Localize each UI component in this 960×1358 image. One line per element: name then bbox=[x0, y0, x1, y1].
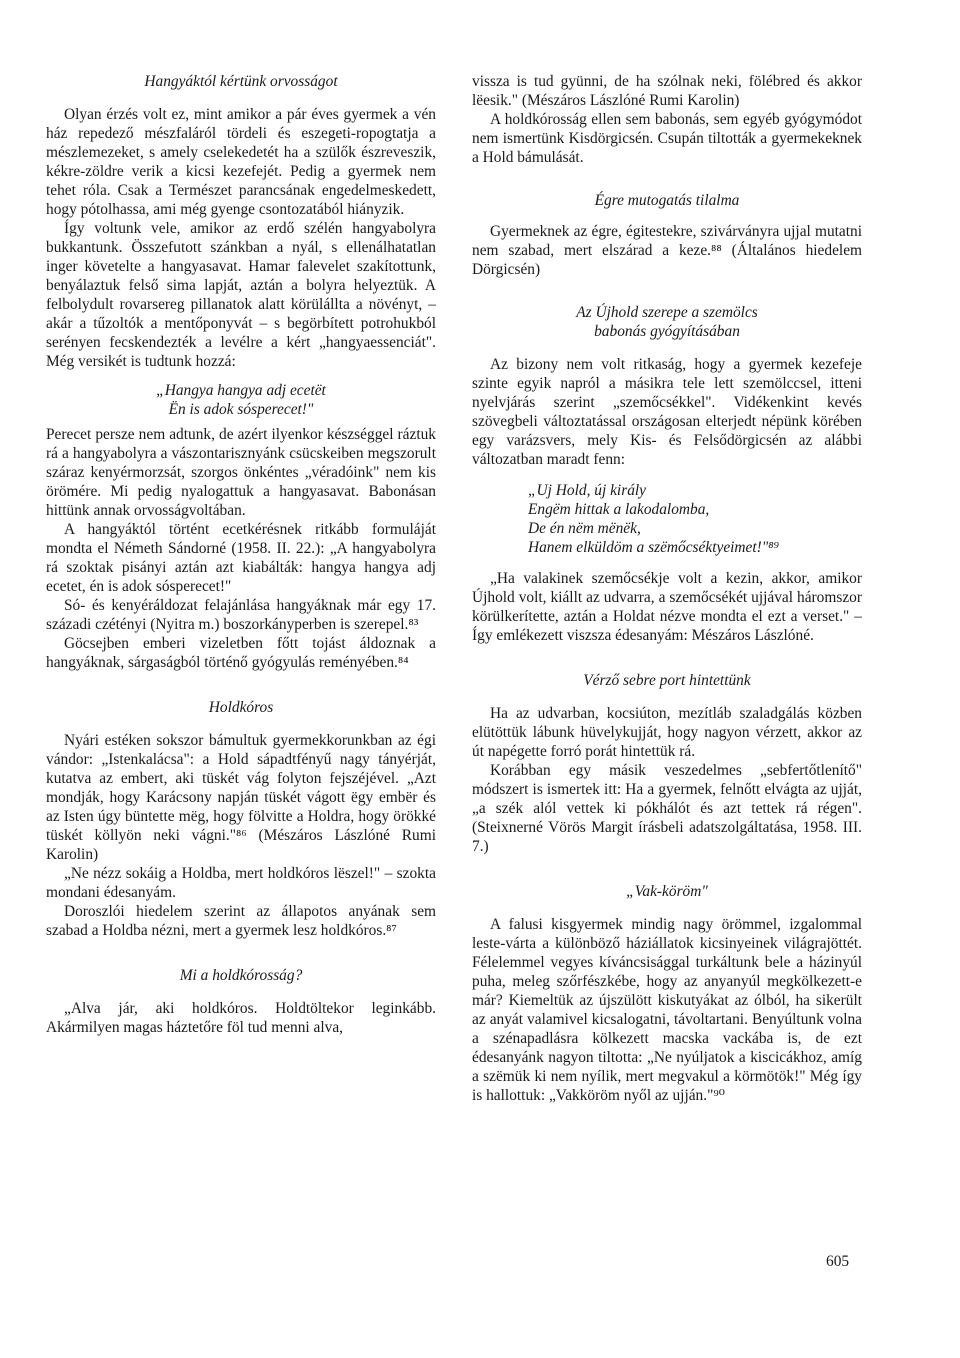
section-heading-ants: Hangyáktól kértünk orvosságot bbox=[144, 73, 338, 90]
poem-line: Hanem elküldöm a szëmőcséktyeimet!"⁸⁹ bbox=[528, 539, 779, 556]
section-heading-new-moon: Az Újhold szerepe a szemölcs bbox=[576, 304, 758, 321]
section-heading-moonstruck: Holdkóros bbox=[208, 699, 274, 716]
paragraph: Nyári estéken sokszor bámultuk gyermekkorunkban az égi vándor: „Istenkalácsa": a Hold sápadtfényű nagy tányérját, kutatva az embert, aki tüskét vág folyton fejszéjével. „Azt mondják, hogy Karácsony napján tüskét vágott ëgy embër és az Isten úgy büntette mëg, hogy fölvitte a Holdra, hogy örökké tüskét köllyön neki vágni."⁸⁶ (Mészáros Lászlóné Rumi Karolin) bbox=[46, 732, 436, 863]
paragraph: Ha az udvarban, kocsiúton, mezítláb szaladgálás közben elütöttük lábunk hüvelykujját, hogy nagyon vérzett, akkor az út napégette forró porát hintettük rá. bbox=[472, 705, 862, 760]
paragraph: „Alva jár, aki holdkóros. Holdtöltekor leginkább. Akármilyen magas háztetőre föl tud menni alva, bbox=[46, 1000, 436, 1036]
poem-line: De én nëm mënëk, bbox=[528, 520, 641, 537]
poem-ants bbox=[46, 381, 436, 419]
paragraph: Korábban egy másik veszedelmes „sebfertőtlenítő" módszert is ismertek itt: Ha a gyermek, felnőtt elvágta az ujját, „a szék alól vettek ki pókhálót és azt tettek rá régen". (Steixnerné Vörös Margit írásbeli adatszolgáltatása, 1958. III. 7.) bbox=[472, 762, 862, 855]
section-heading-what-is-sleepwalking: Mi a holdkórosság? bbox=[179, 967, 303, 984]
paragraph: A hangyáktól történt ecetkérésnek ritkább formuláját mondta el Németh Sándorné (1958. II. 22.): „A hangyabolyra rá szoktak pisányi aztán azt kiabálták: hangya hangya adj ecetet, én is adok sósperecet!" bbox=[46, 521, 436, 595]
poem-line: „Hangya hangya adj ecetët bbox=[156, 382, 326, 399]
section-heading-bleeding-wound: Vérző sebre port hintettünk bbox=[583, 672, 751, 689]
poem-line: Engëm hittak a lakodalomba, bbox=[528, 501, 710, 518]
paragraph: Gyermeknek az égre, égitestekre, szivárványra ujjal mutatni nem szabad, mert elszárad a keze.⁸⁸ (Általános hiedelem Dörgicsén) bbox=[472, 223, 862, 278]
paragraph: A holdkórosság ellen sem babonás, sem egyéb gyógymódot nem ismertünk Kisdörgicsén. Csupán tiltották a gyermekeknek a Hold bámulását. bbox=[472, 111, 862, 166]
right-column bbox=[472, 72, 862, 1105]
paragraph: Így voltunk vele, amikor az erdő szélén hangyabolyra bukkantunk. Összefutott szánkban a nyál, s ellenálhatatlan inger követelte a hangyasavat. Hamar falevelet szakítottunk, benyálaztuk felső sima lapját, aztán a bolyra helyeztük. A felbolydult rovarsereg pillanatok alatt körülállta a növényt, – akár a tűzoltók a mentőponyvát – s begörbített potrohukból serényen fecskendezték a levélre a kért „hangyaessenciát". Még versikét is tudtunk hozzá: bbox=[46, 220, 436, 370]
paragraph: Göcsejben emberi vizeletben főtt tojást áldoznak a hangyáknak, sárgaságból történő gyógyulás reményében.⁸⁴ bbox=[46, 635, 436, 671]
paragraph: Az bizony nem volt ritkaság, hogy a gyermek kezefeje szinte egyik napról a másikra tele lett szemölccsel, itteni nyelvjárás szerint „szemőcsékkel". Vidékenkint kevés szövegbeli változtatással országosan elterjedt népünk körében egy varázsvers, mely Kis- és Felsődörgicsén az alábbi változatban maradt fenn: bbox=[472, 356, 862, 468]
section-heading-blind-nail: „Vak-köröm" bbox=[626, 883, 708, 900]
paragraph: Olyan érzés volt ez, mint amikor a pár éves gyermek a vén ház repedező mészfaláról tördeli és eszegeti-ropogtatja a mészlemezeket, s amely cselekedetét ha a szülők észreveszik, kékre-zöldre verik a kicsi kezefejét. Pedig a gyermek nem tehet róla. Csak a Természet parancsának engedelmeskedett, hogy pótolhassa, ami még gyenge csontozatából hiányzik. bbox=[46, 106, 436, 218]
paragraph: „Ha valakinek szemőcsékje volt a kezin, akkor, amikor Újhold volt, kiállt az udvarra, a szemőcsékét ujjával háromszor körülkerítette, aztán a Holdat nézve mondta el ezt a verset." – Így emlékezett viszsza édesanyám: Mészáros Lászlóné. bbox=[472, 570, 862, 644]
poem-line: „Uj Hold, új király bbox=[528, 482, 646, 499]
poem-new-moon bbox=[528, 481, 862, 557]
left-column bbox=[46, 72, 436, 1037]
paragraph: „Ne nézz sokáig a Holdba, mert holdkóros lëszel!" – szokta mondani édesanyám. bbox=[46, 865, 436, 901]
page-number: 605 bbox=[826, 1253, 850, 1270]
paragraph: vissza is tud gyünni, de ha szólnak neki, fölébred és akkor lëesik." (Mészáros Lászlóné Rumi Karolin) bbox=[472, 73, 862, 109]
paragraph: A falusi kisgyermek mindig nagy örömmel, izgalommal leste-várta a különböző háziállatok kicsinyeinek világrajöttét. Félelemmel vegyes kíváncsisággal turkáltunk bele a házinyúl puha, meleg szőrfészkébe, hogy az anyanyúl megkölkezett-e már? Kiemeltük az újszülött kiskutyákat az ólból, ha sikerült az anyát valamivel kicsalogatni, távoltartani. Benyúltunk volna a szénapadlásra kölkezett macska vackába is, de ezt édesanyánk nagyon tiltotta: „Ne nyúljatok a kiscicákhoz, amíg a szëmük ki nem nyílik, mert megvakul a körmötök!" Még így is hallottuk: „Vakköröm nyől az ujján."⁹⁰ bbox=[472, 916, 862, 1104]
paragraph: Perecet persze nem adtunk, de azért ilyenkor készséggel ráztuk rá a hangyabolyra a vászontarisznyánk csücskeiben megszorult száraz kenyérmorzsát, szorgos önkéntes „véradóink" nem kis örömére. Mi pedig nyalogattuk a hangyasavat. Babonásan hittünk annak orvosságvoltában. bbox=[46, 426, 436, 519]
paragraph: Só- és kenyéráldozat felajánlása hangyáknak már egy 17. századi czétényi (Nyitra m.) boszorkányperben is szerepel.⁸³ bbox=[46, 597, 436, 633]
section-heading-pointing-at-sky: Égre mutogatás tilalma bbox=[594, 192, 740, 209]
poem-line: Ën is adok sósperecet!" bbox=[168, 401, 314, 418]
section-heading-new-moon-line2: babonás gyógyításában bbox=[594, 323, 740, 340]
paragraph: Doroszlói hiedelem szerint az állapotos anyának sem szabad a Holdba nézni, mert a gyermek lesz holdkóros.⁸⁷ bbox=[46, 903, 436, 939]
